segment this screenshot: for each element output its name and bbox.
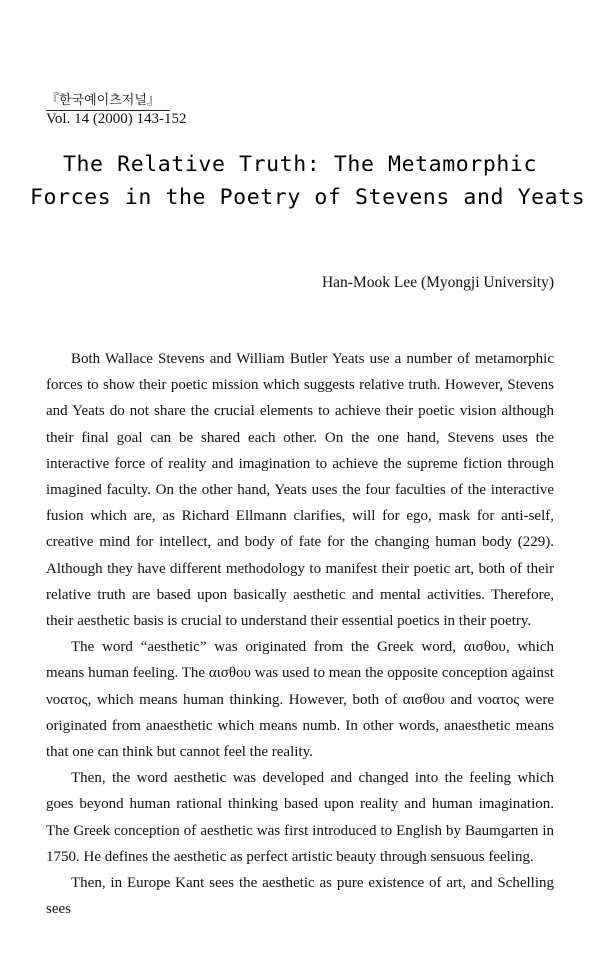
paper-title <box>30 148 586 214</box>
title-line-1: The Relative Truth: The Metamorphic <box>62 152 538 177</box>
body-text <box>46 346 554 922</box>
paragraph: Both Wallace Stevens and William Butler Yeats use a number of metamorphic forces to show their poetic mission which suggests relative truth. However, Stevens and Yeats do not share the crucial elements to achieve their poetic vision although their final goal can be shared each other. On the one hand, Stevens uses the interactive force of reality and imagination to achieve the supreme fiction through imagined faculty. On the other hand, Yeats uses the four faculties of the interactive fusion which are, as Richard Ellmann clarifies, will for ego, mask for anti-self, creative mind for intellect, and body of fate for the changing human body (229). Although they have different methodology to manifest their poetic art, both of their relative truth are based upon basically aesthetic and mental activities. Therefore, their aesthetic basis is crucial to understand their essential poetics in their poetry. <box>46 351 554 630</box>
title-line-2: Forces in the Poetry of Stevens and Yeats <box>30 185 586 210</box>
author-affiliation: Han-Mook Lee (Myongji University) <box>321 274 554 291</box>
paragraph: Then, in Europe Kant sees the aesthetic as pure existence of art, and Schelling sees <box>46 875 554 918</box>
paragraph: The word “aesthetic” was originated from the Greek word, αισθου, which means human feeling. The αισθου was used to mean the opposite conception against νοατος, which means human thinking. However, both of αισθου and νοατος were originated from anaesthetic which means numb. In other words, anaesthetic means that one can think but cannot feel the reality. <box>46 639 554 761</box>
paragraph: Then, the word aesthetic was developed and changed into the feeling which goes beyond human rational thinking based upon reality and human imagination. The Greek conception of aesthetic was first introduced to English by Baumgarten in 1750. He defines the aesthetic as perfect artistic beauty through sensuous feeling. <box>46 770 554 865</box>
journal-name: 『한국예이츠저널』 <box>46 93 160 108</box>
volume-info: Vol. 14 (2000) 143-152 <box>46 111 187 127</box>
